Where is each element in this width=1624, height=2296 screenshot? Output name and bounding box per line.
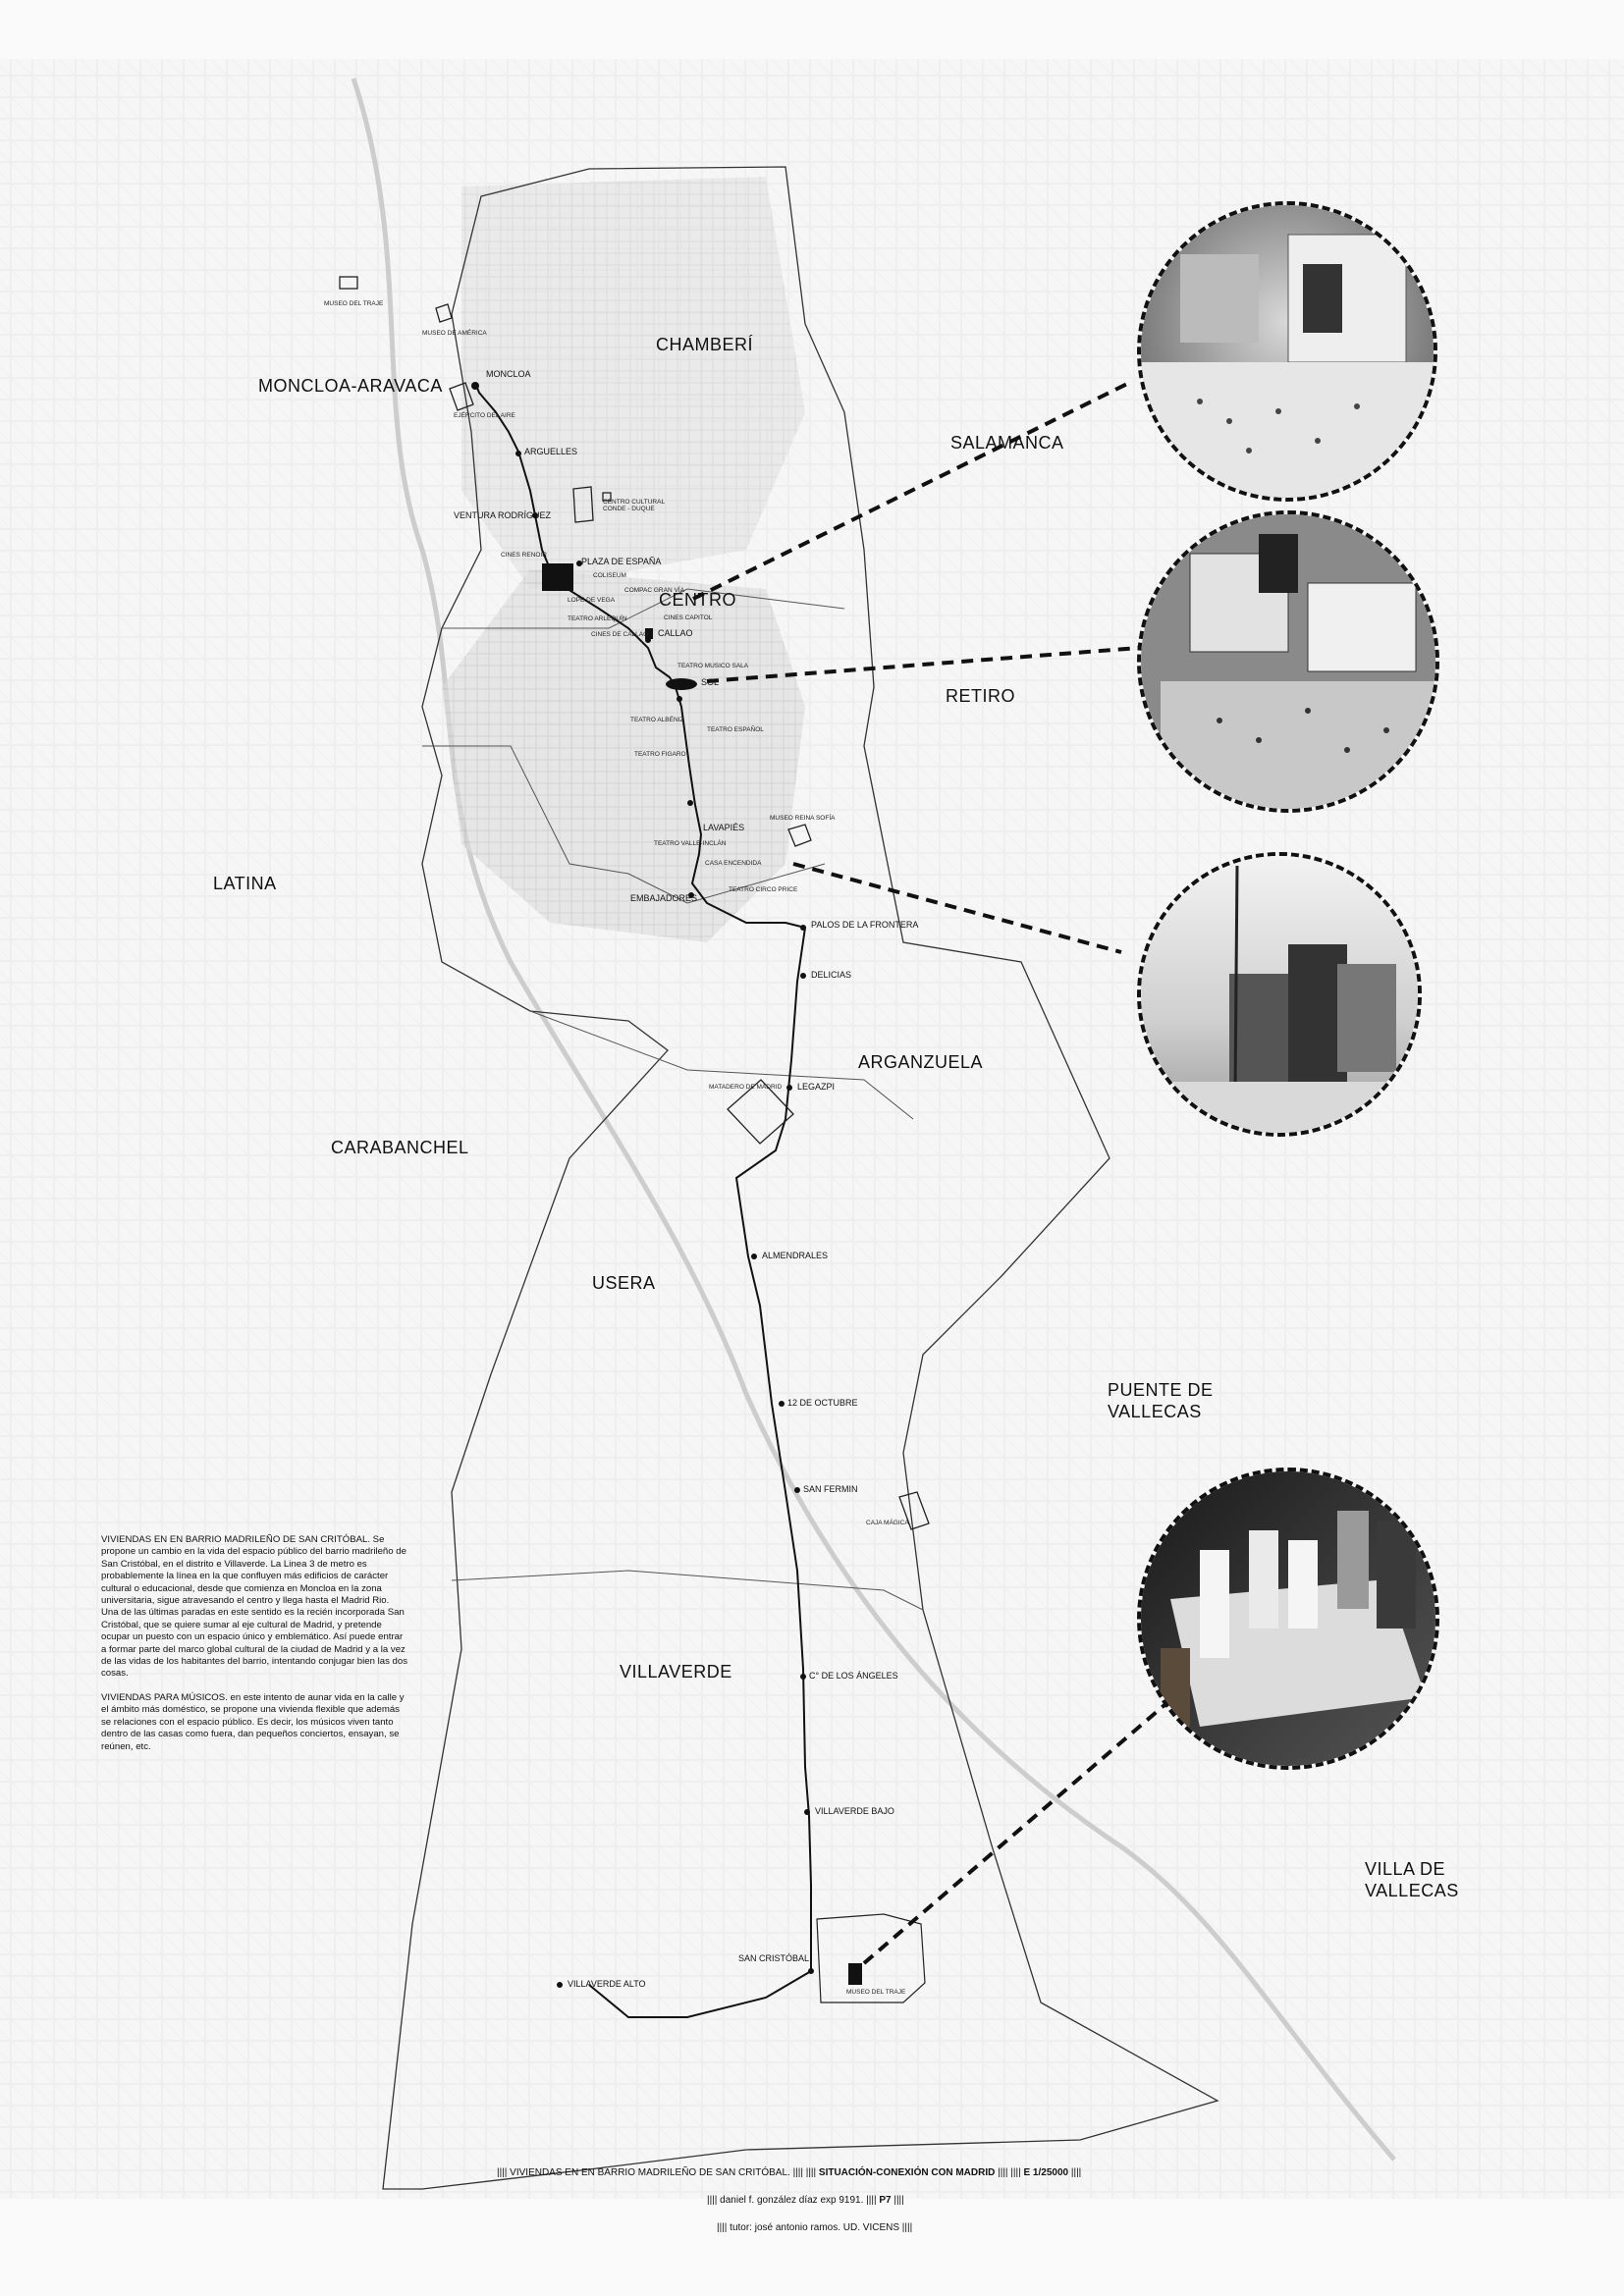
station-moncloa: MONCLOA (486, 369, 531, 379)
poi-casa-encendida: CASA ENCENDIDA (705, 860, 762, 867)
district-puente-vallecas: PUENTE DE VALLECAS (1108, 1380, 1214, 1421)
station-palos-frontera: PALOS DE LA FRONTERA (811, 920, 919, 930)
station-embajadores: EMBAJADORES (630, 893, 698, 903)
footer-scale: E 1/25000 (1023, 2167, 1069, 2178)
poi-teatro-albeniz: TEATRO ALBÉNIZ (630, 717, 684, 723)
district-centro: CENTRO (659, 590, 736, 610)
station-arguelles: ARGUELLES (524, 447, 578, 456)
poi-museo-america: MUSEO DE AMÉRICA (422, 330, 487, 337)
footer-sheet-title: SITUACIÓN-CONEXIÓN CON MADRID (818, 2167, 996, 2178)
station-villaverde-alto: VILLAVERDE ALTO (568, 1979, 646, 1989)
poi-conde-duque: CENTRO CULTURAL CONDE - DUQUE (603, 499, 666, 512)
project-description (101, 1534, 407, 1765)
district-salamanca: SALAMANCA (950, 433, 1064, 453)
poi-cines-capitol: CINES CAPITOL (664, 614, 713, 621)
description-paragraph-2: VIVIENDAS PARA MÚSICOS. en este intento de aunar vida en la calle y el ámbito más doméstico, se propone una vivienda flexible que además se relaciones con el espacio público. Es decir, los músicos viven tanto dentro de las casas como fuera, dan pequeños conciertos, ensayan, se reúnen, etc. (101, 1691, 405, 1752)
poi-teatro-valle-inclan: TEATRO VALLE-INCLÁN (654, 840, 727, 847)
station-angeles: C° DE LOS ÁNGELES (809, 1671, 898, 1681)
photo-model (1137, 1468, 1439, 1770)
station-san-cristobal: SAN CRISTÓBAL (738, 1953, 810, 1963)
station-ventura-rodriguez: VENTURA RODRÍGUEZ (454, 510, 552, 520)
poi-museo-traje-sc: MUSEO DEL TRAJE (846, 1989, 906, 1996)
district-carabanchel: CARABANCHEL (331, 1138, 469, 1157)
station-villaverde-bajo: VILLAVERDE BAJO (815, 1806, 894, 1816)
district-retiro: RETIRO (946, 686, 1016, 706)
district-villaverde: VILLAVERDE (620, 1662, 732, 1682)
poi-teatro-musico-sala: TEATRO MUSICO SALA (677, 663, 749, 669)
station-callao: CALLAO (658, 628, 693, 638)
poi-compac-gran-via: COMPAC GRAN VÍA (624, 587, 684, 594)
station-legazpi: LEGAZPI (797, 1082, 836, 1092)
poi-museo-reina-sofia: MUSEO REINA SOFÍA (770, 815, 836, 822)
poi-teatro-espanol: TEATRO ESPAÑOL (707, 726, 764, 733)
district-moncloa: MONCLOA-ARAVACA (258, 376, 443, 396)
station-san-fermin: SAN FERMIN (803, 1484, 858, 1494)
poi-caja-magica: CAJA MÁGICA (866, 1520, 909, 1526)
poi-teatro-arlequin: TEATRO ARLEQUÍN (568, 615, 627, 622)
station-lavapies: LAVAPIÉS (703, 823, 745, 832)
poi-lope-de-vega: LOPE DE VEGA (568, 597, 616, 604)
poi-coliseum: COLISEUM (593, 572, 626, 579)
district-villa-vallecas: VILLA DE VALLECAS (1365, 1859, 1459, 1900)
station-plaza-espana: PLAZA DE ESPAÑA (581, 557, 662, 566)
poi-cines-renoir: CINES RENOIR (501, 552, 547, 559)
poi-circo-price: TEATRO CIRCO PRICE (729, 886, 798, 893)
footer-line-2: |||| daniel f. gonzález díaz exp 9191. |||| P7 |||| (707, 2195, 904, 2206)
district-chamberi: CHAMBERÍ (656, 335, 754, 354)
station-sol: SOL (701, 677, 720, 687)
photo-lavapies (1137, 852, 1422, 1137)
poi-museo-traje: MUSEO DEL TRAJE (324, 300, 384, 307)
station-delicias: DELICIAS (811, 970, 852, 980)
description-paragraph-1: VIVIENDAS EN EN BARRIO MADRILEÑO DE SAN CRITÓBAL. Se propone un cambio en la vida del espacio público del barrio madrileño de San Cristóbal, en el distrito e Villaverde. La Linea 3 de metro es probablemente la línea en la que confluyen más edificios de carácter cultural o educacional, desde que comienza en Moncloa en la zona universitaria, sigue atravesando el centro y llega hasta el Madrid Rio. Una de las últimas paradas en este sentido es la recién incorporada San Cristóbal, que se quiere sumar al eje cultural de Madrid, y pretende ocupar un puesto con un espacio único y emblemático. Así puede entrar a formar parte del marco global cultural de la ciudad de Madrid y a la vez de las vidas de los habitantes del barrio, intentando conjugar bien las dos cosas. (101, 1534, 408, 1680)
footer-line-1: |||| VIVIENDAS EN EN BARRIO MADRILEÑO DE SAN CRITÓBAL. |||| |||| SITUACIÓN-CONEXIÓN CON MADRID |||| |||| E 1/25000 |||| (497, 2167, 1082, 2178)
district-latina: LATINA (213, 874, 277, 893)
photo-callao (1137, 201, 1437, 502)
poi-matadero: MATADERO DE MADRID (709, 1084, 783, 1091)
sol-marker (666, 678, 697, 690)
poi-ejercito-aire: EJÉRCITO DEL AIRE (454, 412, 515, 419)
footer-line-3: |||| tutor: josé antonio ramos. UD. VICENS |||| (717, 2222, 913, 2233)
station-12-octubre: 12 DE OCTUBRE (787, 1398, 858, 1408)
site-block (848, 1963, 862, 1985)
photo-sol (1137, 510, 1439, 813)
station-almendrales: ALMENDRALES (762, 1251, 829, 1260)
footer-sheet-number: P7 (879, 2195, 892, 2206)
plaza-espana-block (542, 563, 573, 591)
district-arganzuela: ARGANZUELA (858, 1052, 984, 1072)
district-usera: USERA (592, 1273, 656, 1293)
poi-teatro-figaro: TEATRO FIGARO (634, 751, 686, 758)
poi-cines-callao: CINES DE CALLAO (591, 631, 649, 638)
